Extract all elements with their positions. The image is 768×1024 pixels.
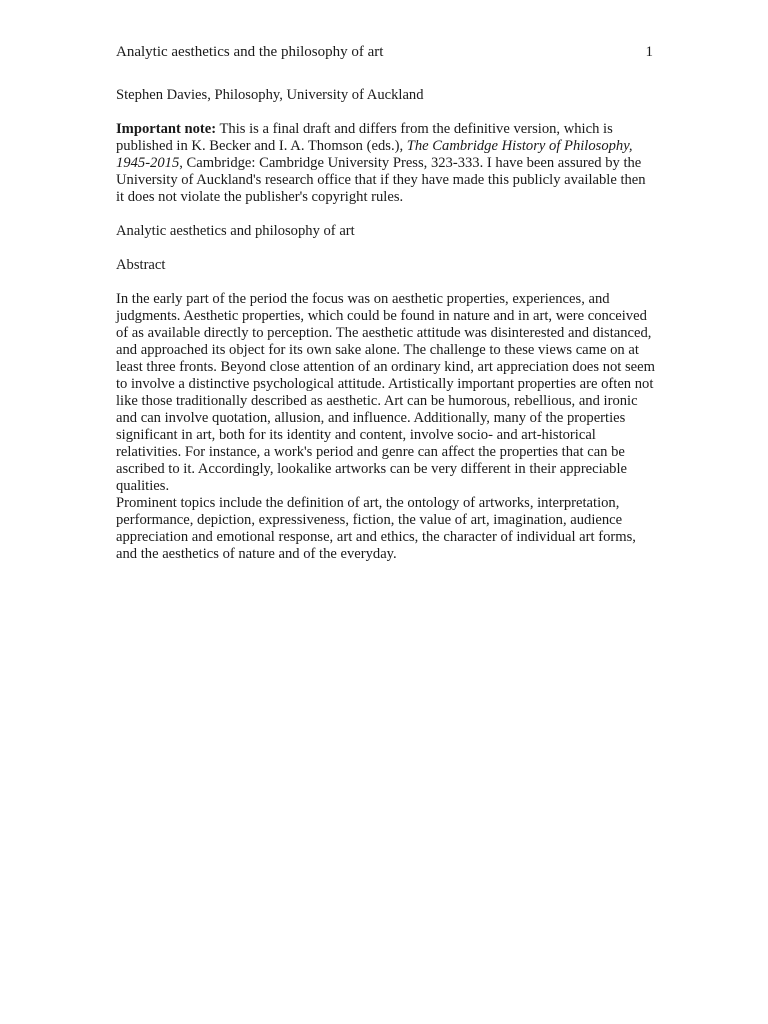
note-text-2: , Cambridge: Cambridge University Press, 323-333. I have been assured by the University of Auckland's research office that if they have made this publicly available then it does not violate the publisher's copyright rules. (116, 155, 646, 205)
note-book-title: The Cambridge History of Philosophy, 1945-2015 (116, 138, 633, 171)
author-line: Stephen Davies, Philosophy, University of Auckland (116, 87, 424, 103)
note-label: Important note: (116, 121, 217, 137)
running-title: Analytic aesthetics and the philosophy of art (116, 44, 384, 60)
page-header (116, 42, 653, 62)
important-note (116, 121, 656, 206)
abstract-heading: Abstract (116, 257, 166, 273)
abstract-paragraph-1: In the early part of the period the focus was on aesthetic properties, experiences, and judgments. Aesthetic properties, which could be found in nature and in art, were conceived of as available directly to perception. The aesthetic attitude was disinterested and distanced, and approached its object for its own sake alone. The challenge to these views came on at least three fronts. Beyond close attention of an ordinary kind, art appreciation does not seem to involve a distinctive psychological attitude. Artistically important properties are often not like those traditionally described as aesthetic. Art can be humorous, rebellious, and ironic and can involve quotation, allusion, and influence. Additionally, many of the properties significant in art, both for its identity and content, involve socio- and art-historical relativities. For instance, a work's period and genre can affect the properties that can be ascribed to it. Accordingly, lookalike artworks can be very different in their appreciable qualities. (116, 291, 655, 494)
page-number: 1 (645, 44, 653, 60)
document-heading: Analytic aesthetics and philosophy of art (116, 223, 355, 239)
abstract-paragraph-2: Prominent topics include the definition of art, the ontology of artworks, interpretation, performance, depiction, expressiveness, fiction, the value of art, imagination, audience appreciation and emotional response, art and ethics, the character of individual art forms, and the aesthetics of nature and of the everyday. (116, 495, 636, 562)
document-body (116, 87, 656, 563)
note-text-1: This is a final draft and differs from the definitive version, which is published in K. Becker and I. A. Thomson (eds.), (116, 121, 613, 154)
